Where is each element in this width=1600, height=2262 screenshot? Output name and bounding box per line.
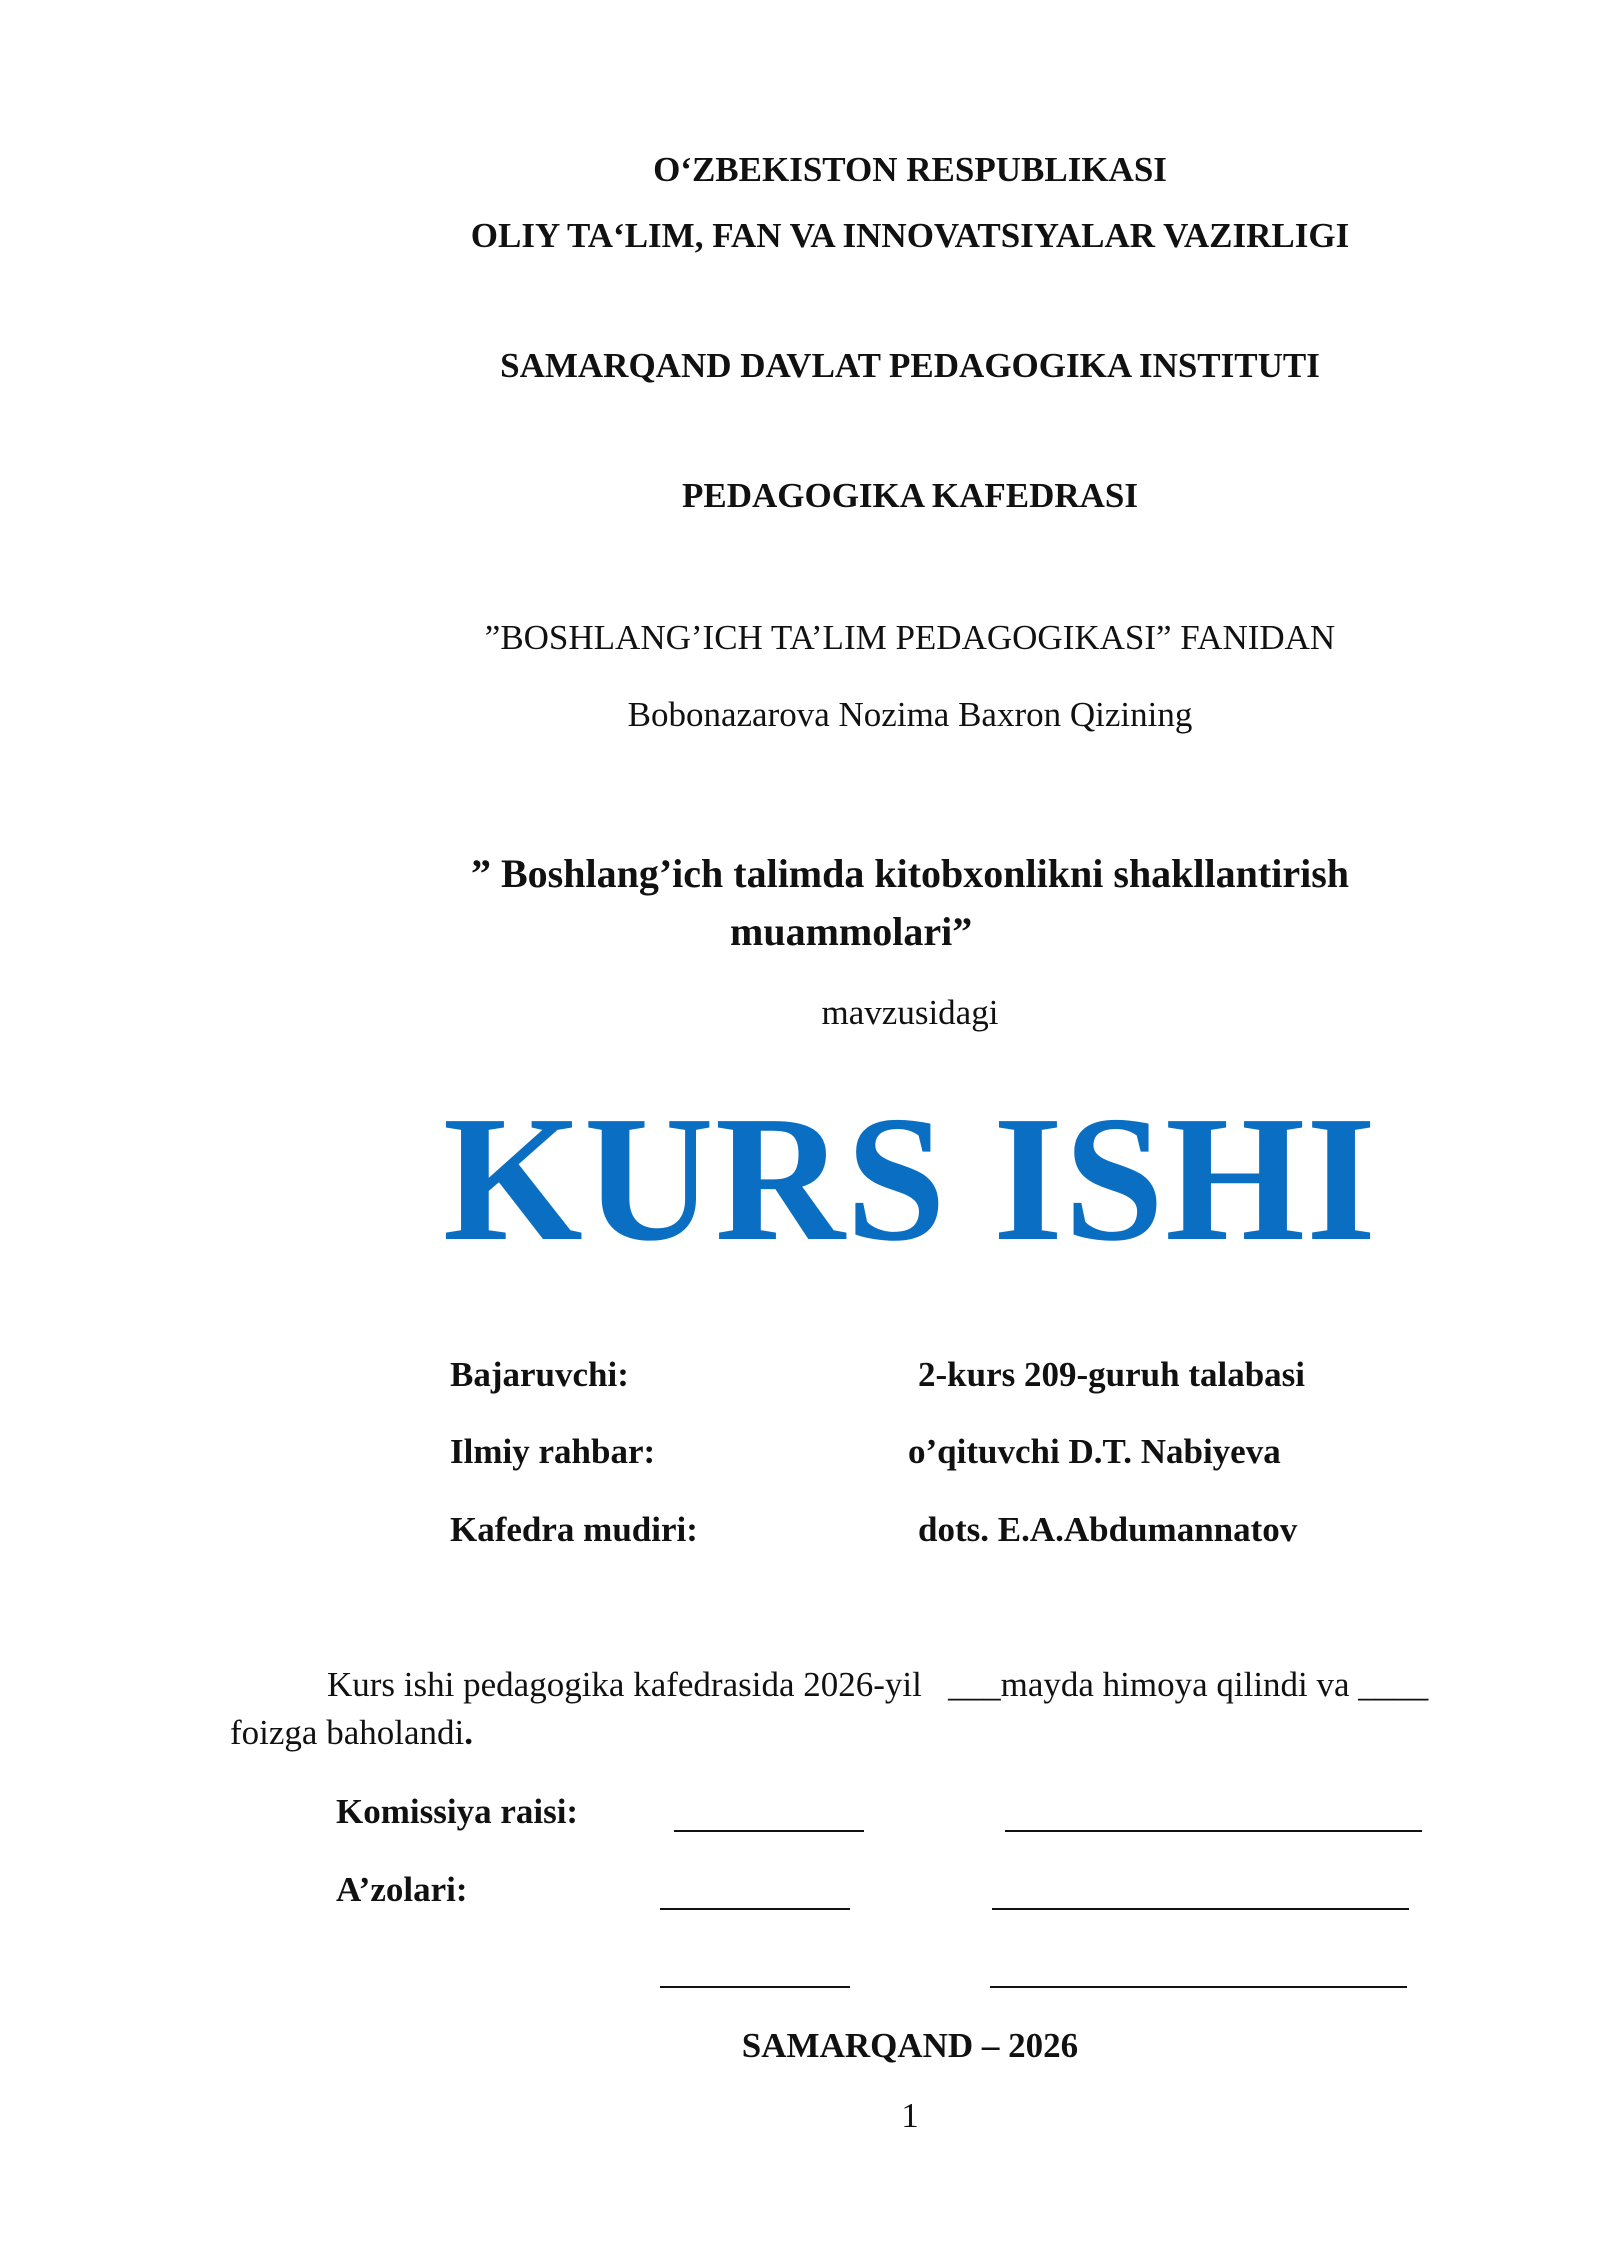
city-year: SAMARQAND – 2026 (741, 2026, 1079, 2065)
member-2-name-line (990, 1986, 1407, 1988)
defense-statement-text: foizga baholandi (230, 1713, 465, 1752)
head-of-department-value: dots. E.A.Abdumannatov (918, 1510, 1298, 1549)
supervisor-value: o’qituvchi D.T. Nabiyeva (908, 1432, 1281, 1471)
commission-members-label: A’zolari: (336, 1870, 468, 1909)
commission-chair-label: Komissiya raisi: (336, 1792, 579, 1831)
chair-name-line (1005, 1830, 1422, 1832)
topic-line-1: ” Boshlang’ich talimda kitobxonlikni shakllantirish (470, 851, 1350, 896)
member-2-signature-line (660, 1986, 850, 1988)
chair-signature-line (674, 1830, 864, 1832)
performer-label: Bajaruvchi: (450, 1355, 629, 1394)
topic-line-2: muammolari” (730, 909, 973, 954)
performer-value: 2-kurs 209-guruh talabasi (918, 1355, 1306, 1394)
head-of-department-label: Kafedra mudiri: (450, 1510, 698, 1549)
defense-statement-end: . (464, 1713, 473, 1752)
institute-name: SAMARQAND DAVLAT PEDAGOGIKA INSTITUTI (500, 346, 1320, 385)
author-name: Bobonazarova Nozima Baxron Qizining (627, 695, 1193, 734)
page-number: 1 (901, 2096, 919, 2135)
topic-suffix: mavzusidagi (821, 993, 999, 1032)
subject-title: ”BOSHLANG’ICH TA’LIM PEDAGOGIKASI” FANIDAN (484, 618, 1336, 657)
supervisor-label: Ilmiy rahbar: (450, 1432, 656, 1471)
department-name: PEDAGOGIKA KAFEDRASI (681, 476, 1139, 515)
main-title: KURS ISHI (442, 1079, 1378, 1278)
member-1-signature-line (660, 1908, 850, 1910)
ministry-name: OLIY TA‘LIM, FAN VA INNOVATSIYALAR VAZIRLIGI (470, 216, 1350, 255)
member-1-name-line (992, 1908, 1409, 1910)
defense-statement-line-1: Kurs ishi pedagogika kafedrasida 2026-yil ___mayda himoya qilindi va ____ (327, 1665, 1429, 1704)
defense-statement-line-2 (230, 1713, 473, 1753)
ministry-country: O‘ZBEKISTON RESPUBLIKASI (653, 150, 1167, 189)
